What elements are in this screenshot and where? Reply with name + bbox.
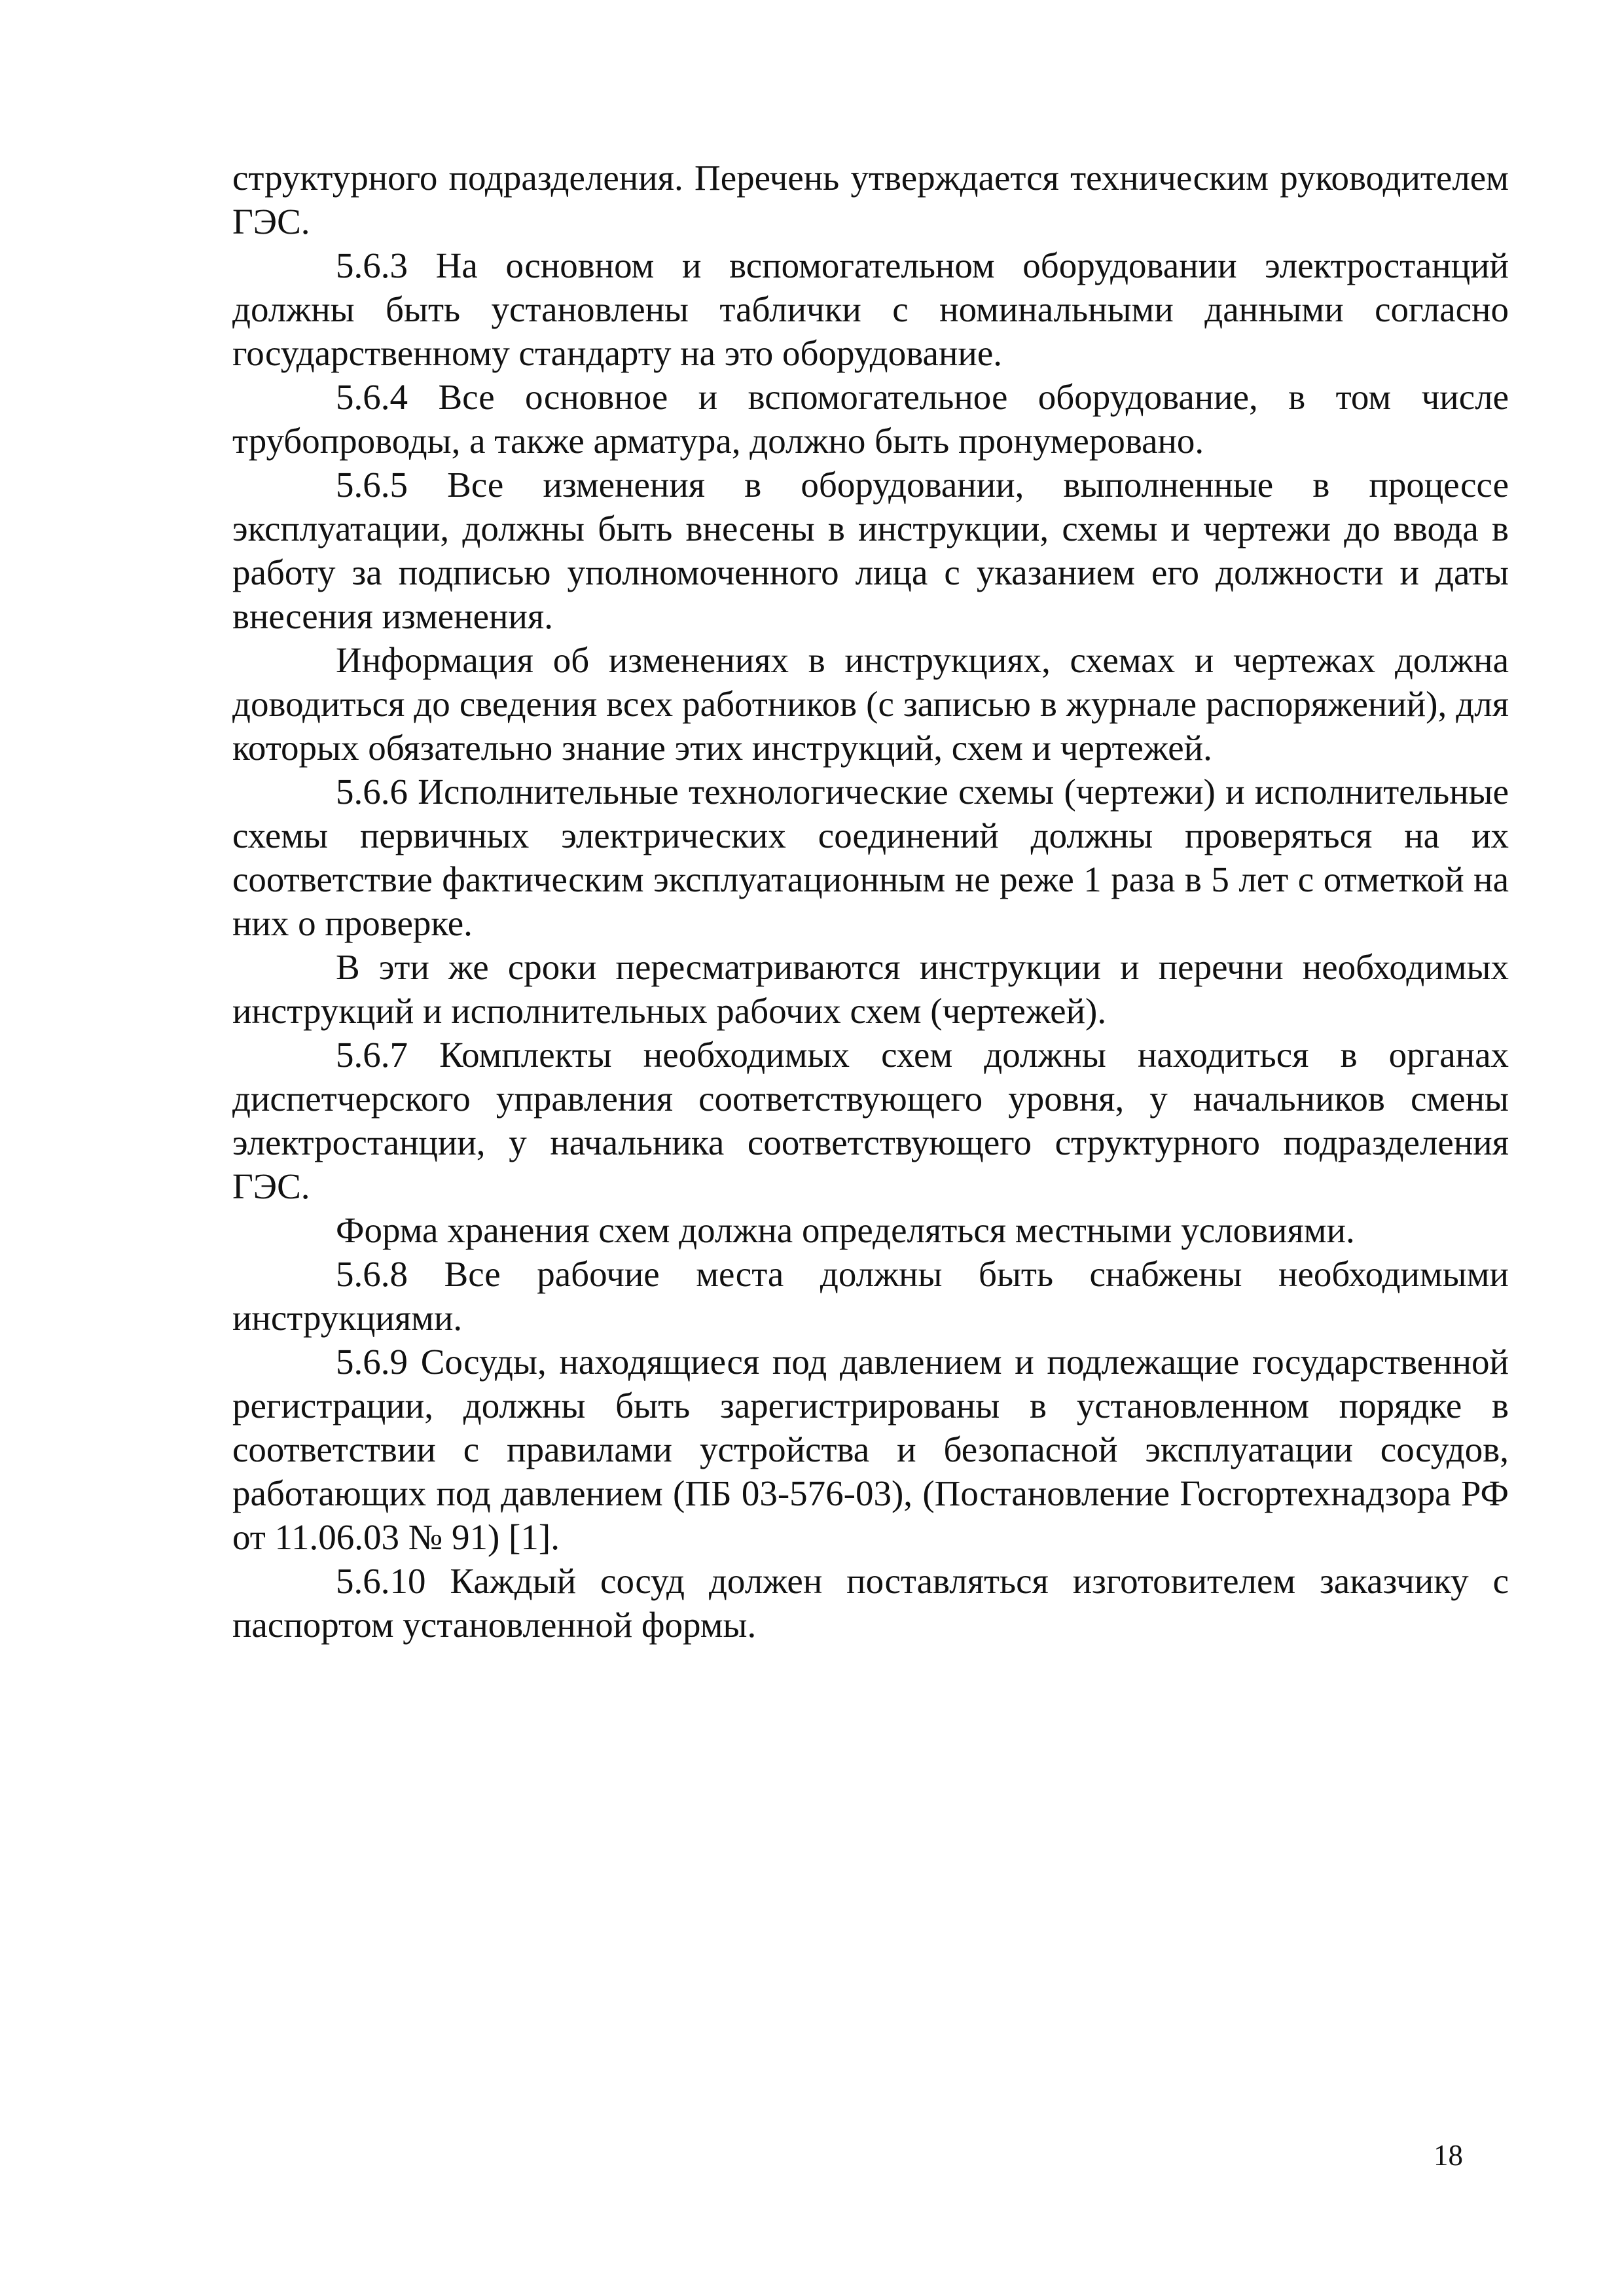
paragraph-continuation: структурного подразделения. Перечень утверждается техническим руководителем ГЭС. [232, 158, 1509, 242]
paragraph-5-6-8: 5.6.8 Все рабочие места должны быть снабжены необходимыми инструкциями. [232, 1254, 1509, 1338]
paragraph-5-6-3: 5.6.3 На основном и вспомогательном оборудовании электростанций должны быть установлены таблички с номинальными данными согласно государственному стандарту на это оборудование. [232, 245, 1509, 373]
paragraph-information-changes: Информация об изменениях в инструкциях, схемах и чертежах должна доводиться до сведения всех работников (с записью в журнале распоряжений), для которых обязательно знание этих инструкций, схем и чертежей. [232, 640, 1509, 768]
paragraph-5-6-6: 5.6.6 Исполнительные технологические схемы (чертежи) и исполнительные схемы первичных электрических соединений должны проверяться на их соответствие фактическим эксплуатационным не реже 1 раза в 5 лет с отметкой на них о проверке. [232, 772, 1509, 943]
paragraph-5-6-10: 5.6.10 Каждый сосуд должен поставляться изготовителем заказчику с паспортом установленной формы. [232, 1561, 1509, 1645]
paragraph-5-6-7: 5.6.7 Комплекты необходимых схем должны находиться в органах диспетчерского управления соответствующего уровня, у начальников смены электростанции, у начальника соответствующего структурного подразделения ГЭС. [232, 1035, 1509, 1206]
paragraph-storage-form: Форма хранения схем должна определяться местными условиями. [336, 1210, 1355, 1250]
page-number: 18 [1434, 2139, 1463, 2172]
paragraph-review-period: В эти же сроки пересматриваются инструкции и перечни необходимых инструкций и исполнительных рабочих схем (чертежей). [232, 947, 1509, 1031]
paragraph-5-6-9: 5.6.9 Сосуды, находящиеся под давлением и подлежащие государственной регистрации, должны быть зарегистрированы в установленном порядке в соответствии с правилами устройства и безопасной эксплуатации сосудов, работающих под давлением (ПБ 03-576-03), (Постановление Госгортехнадзора РФ от 11.06.03 № 91) [1]. [232, 1342, 1509, 1557]
paragraph-5-6-4: 5.6.4 Все основное и вспомогательное оборудование, в том числе трубопроводы, а также арматура, должно быть пронумеровано. [232, 377, 1509, 461]
document-body [232, 156, 1509, 1647]
paragraph-5-6-5: 5.6.5 Все изменения в оборудовании, выполненные в процессе эксплуатации, должны быть внесены в инструкции, схемы и чертежи до ввода в работу за подписью уполномоченного лица с указанием его должности и даты внесения изменения. [232, 465, 1509, 636]
